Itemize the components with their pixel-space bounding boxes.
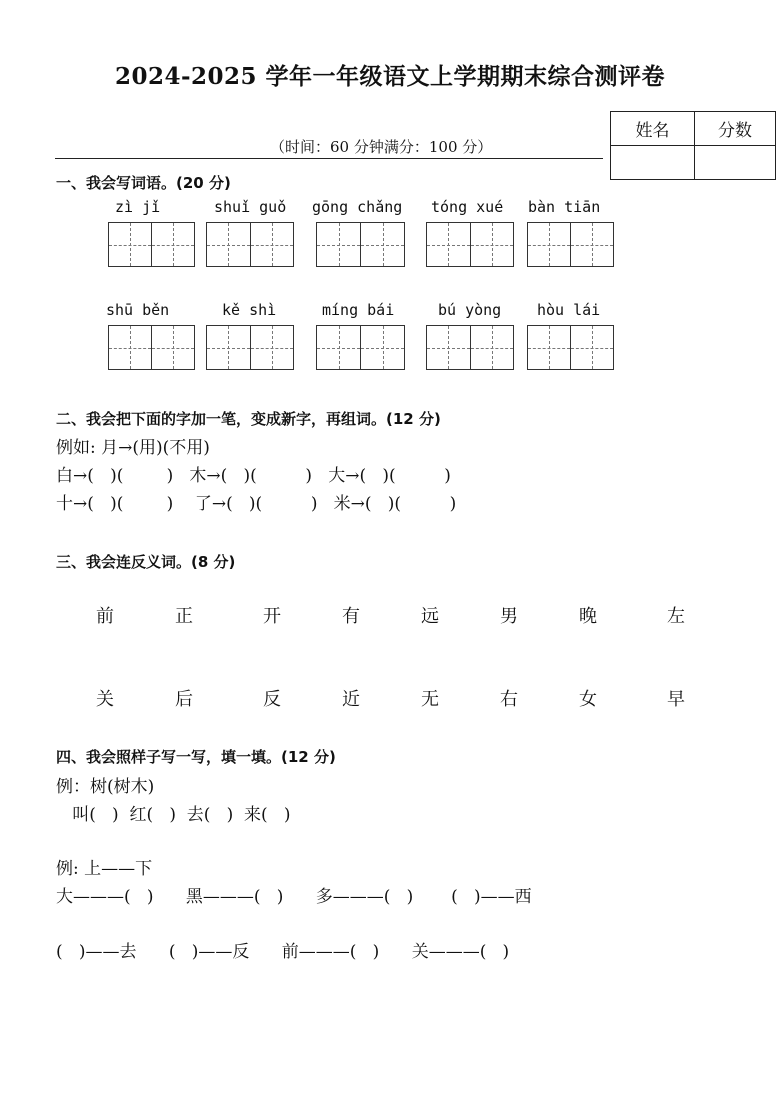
- section4-line2: 大———( ) 黑———( ) 多———( ) ( )——西: [56, 887, 532, 907]
- writing-grid[interactable]: [108, 325, 195, 370]
- exam-info: （时间：60 分钟满分：100 分）: [270, 138, 493, 156]
- pinyin-label: shuǐ guǒ: [214, 198, 287, 216]
- writing-grid[interactable]: [426, 222, 514, 267]
- header-divider: [55, 158, 603, 159]
- pinyin-label: bú yòng: [438, 301, 502, 319]
- pinyin-label: zì jǐ: [115, 198, 161, 216]
- antonym-top[interactable]: 有: [342, 606, 360, 627]
- section4-heading: 四、我会照样子写一写，填一填。(12 分): [56, 748, 336, 766]
- score-table: [610, 111, 776, 180]
- section4-line3: ( )——去 ( )——反 前———( ) 关———( ): [56, 942, 510, 962]
- antonym-bottom[interactable]: 女: [579, 689, 597, 710]
- writing-grid[interactable]: [527, 222, 614, 267]
- antonym-top[interactable]: 前: [96, 606, 114, 627]
- writing-grid[interactable]: [206, 222, 294, 267]
- name-label: 姓名: [611, 112, 695, 146]
- score-field[interactable]: [695, 146, 776, 180]
- antonym-bottom[interactable]: 右: [500, 689, 518, 710]
- writing-grid[interactable]: [316, 222, 405, 267]
- section4-example1: 例：树(树木): [56, 777, 155, 797]
- name-field[interactable]: [611, 146, 695, 180]
- pinyin-label: hòu lái: [537, 301, 601, 319]
- section3-heading: 三、我会连反义词。(8 分): [56, 553, 236, 571]
- writing-grid[interactable]: [108, 222, 195, 267]
- writing-grid[interactable]: [316, 325, 405, 370]
- antonym-bottom[interactable]: 近: [342, 689, 360, 710]
- antonym-top[interactable]: 左: [667, 606, 685, 627]
- antonym-top[interactable]: 晚: [579, 606, 597, 627]
- pinyin-label: tóng xué: [431, 198, 504, 216]
- pinyin-label: gōng chǎng: [312, 198, 403, 216]
- antonym-bottom[interactable]: 无: [421, 689, 439, 710]
- writing-grid[interactable]: [527, 325, 614, 370]
- writing-grid[interactable]: [206, 325, 294, 370]
- section2-line2: 十→( )( ) 了→( )( ) 米→( )( ): [56, 494, 457, 514]
- score-label: 分数: [695, 112, 776, 146]
- antonym-top[interactable]: 开: [263, 606, 281, 627]
- antonym-top[interactable]: 正: [175, 606, 193, 627]
- antonym-bottom[interactable]: 早: [667, 689, 685, 710]
- pinyin-label: shū běn: [106, 301, 170, 319]
- antonym-bottom[interactable]: 关: [96, 689, 114, 710]
- section4-example2: 例: 上——下: [56, 859, 153, 879]
- pinyin-label: bàn tiān: [528, 198, 601, 216]
- section2-heading: 二、我会把下面的字加一笔，变成新字，再组词。(12 分): [56, 410, 441, 428]
- page-title: 2024-2025 学年一年级语文上学期期末综合测评卷: [114, 63, 666, 90]
- antonym-top[interactable]: 远: [421, 606, 439, 627]
- antonym-bottom[interactable]: 后: [175, 689, 193, 710]
- pinyin-label: kě shì: [222, 301, 277, 319]
- section1-heading: 一、我会写词语。(20 分): [56, 174, 231, 192]
- section4-line1: 叫( ) 红( ) 去( ) 来( ): [56, 805, 291, 825]
- section2-example: 例如: 月→(用)(不用): [56, 438, 210, 458]
- pinyin-label: míng bái: [322, 301, 395, 319]
- writing-grid[interactable]: [426, 325, 514, 370]
- antonym-top[interactable]: 男: [500, 606, 518, 627]
- antonym-bottom[interactable]: 反: [263, 689, 281, 710]
- section2-line1: 白→( )( ) 木→( )( ) 大→( )( ): [56, 466, 451, 486]
